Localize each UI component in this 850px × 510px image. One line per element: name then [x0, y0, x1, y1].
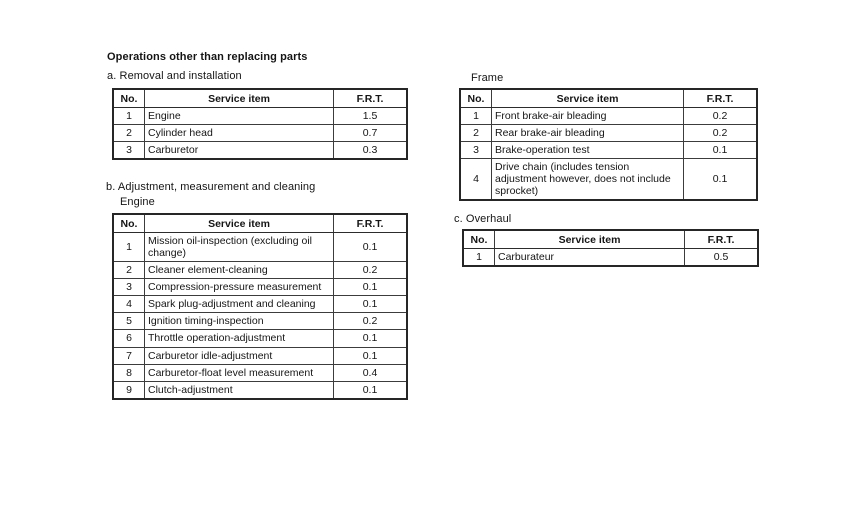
- table-row: [463, 249, 758, 267]
- row-number-cell: 2: [460, 125, 492, 142]
- column-header-no: No.: [460, 89, 492, 108]
- service-item-cell: Front brake-air bleading: [492, 108, 684, 125]
- column-header-frt: F.R.T.: [334, 214, 408, 233]
- section-c-heading: c. Overhaul: [454, 213, 512, 225]
- table-row: [113, 347, 407, 364]
- table-body: [113, 108, 407, 160]
- service-item-cell: Engine: [145, 108, 334, 125]
- row-number-cell: 3: [113, 142, 145, 160]
- table-row: [460, 159, 757, 201]
- table-body: [113, 233, 407, 399]
- frt-value-cell: 0.1: [334, 347, 408, 364]
- column-header-no: No.: [113, 214, 145, 233]
- row-number-cell: 8: [113, 364, 145, 381]
- frt-value-cell: 0.5: [685, 249, 759, 267]
- service-item-cell: Cylinder head: [145, 125, 334, 142]
- service-item-cell: Clutch-adjustment: [145, 381, 334, 399]
- frt-value-cell: 0.2: [684, 108, 758, 125]
- frame-table: [459, 88, 758, 201]
- service-item-cell: Cleaner element-cleaning: [145, 262, 334, 279]
- table-row: [460, 142, 757, 159]
- table-body: [463, 249, 758, 267]
- table-row: [113, 381, 407, 399]
- row-number-cell: 3: [113, 279, 145, 296]
- table-row: [460, 125, 757, 142]
- row-number-cell: 4: [460, 159, 492, 201]
- table-row: [113, 313, 407, 330]
- header-row: [113, 214, 407, 233]
- table-header: [460, 89, 757, 108]
- column-header-no: No.: [113, 89, 145, 108]
- frt-value-cell: 0.1: [684, 142, 758, 159]
- row-number-cell: 1: [113, 108, 145, 125]
- service-item-cell: Carburetor: [145, 142, 334, 160]
- row-number-cell: 6: [113, 330, 145, 347]
- column-header-service-item: Service item: [495, 230, 685, 249]
- table-row: [113, 125, 407, 142]
- column-header-frt: F.R.T.: [685, 230, 759, 249]
- service-item-cell: Ignition timing-inspection: [145, 313, 334, 330]
- frt-value-cell: 0.1: [334, 279, 408, 296]
- column-header-service-item: Service item: [145, 89, 334, 108]
- frt-value-cell: 0.1: [684, 159, 758, 201]
- frt-value-cell: 0.1: [334, 296, 408, 313]
- row-number-cell: 5: [113, 313, 145, 330]
- table-header: [463, 230, 758, 249]
- row-number-cell: 7: [113, 347, 145, 364]
- column-header-frt: F.R.T.: [334, 89, 408, 108]
- frt-value-cell: 1.5: [334, 108, 408, 125]
- service-item-cell: Drive chain (includes tension adjustment however, does not include sprocket): [492, 159, 684, 201]
- table-row: [113, 279, 407, 296]
- section-b-heading: b. Adjustment, measurement and cleaning: [106, 181, 316, 193]
- section-b-subheading: Engine: [120, 196, 155, 208]
- overhaul-table: [462, 229, 759, 267]
- row-number-cell: 1: [460, 108, 492, 125]
- frt-value-cell: 0.3: [334, 142, 408, 160]
- column-header-frt: F.R.T.: [684, 89, 758, 108]
- table-row: [113, 142, 407, 160]
- column-header-service-item: Service item: [492, 89, 684, 108]
- row-number-cell: 9: [113, 381, 145, 399]
- removal-installation-table: [112, 88, 408, 160]
- service-item-cell: Carburateur: [495, 249, 685, 267]
- table-body: [460, 108, 757, 201]
- row-number-cell: 1: [463, 249, 495, 267]
- service-item-cell: Rear brake-air bleading: [492, 125, 684, 142]
- frt-value-cell: 0.2: [334, 313, 408, 330]
- frt-value-cell: 0.4: [334, 364, 408, 381]
- frame-heading: Frame: [471, 72, 504, 84]
- row-number-cell: 1: [113, 233, 145, 262]
- frt-value-cell: 0.2: [334, 262, 408, 279]
- header-row: [113, 89, 407, 108]
- adjustment-measurement-cleaning-table: [112, 213, 408, 400]
- row-number-cell: 3: [460, 142, 492, 159]
- table-row: [113, 233, 407, 262]
- table-header: [113, 214, 407, 233]
- service-item-cell: Compression-pressure measurement: [145, 279, 334, 296]
- table-row: [113, 262, 407, 279]
- service-item-cell: Brake-operation test: [492, 142, 684, 159]
- service-item-cell: Mission oil-inspection (excluding oil change): [145, 233, 334, 262]
- table-header: [113, 89, 407, 108]
- column-header-no: No.: [463, 230, 495, 249]
- frt-value-cell: 0.1: [334, 381, 408, 399]
- table-row: [113, 296, 407, 313]
- service-item-cell: Spark plug-adjustment and cleaning: [145, 296, 334, 313]
- header-row: [463, 230, 758, 249]
- row-number-cell: 2: [113, 262, 145, 279]
- frt-value-cell: 0.1: [334, 330, 408, 347]
- table-row: [113, 364, 407, 381]
- table-row: [113, 108, 407, 125]
- service-item-cell: Throttle operation-adjustment: [145, 330, 334, 347]
- frt-value-cell: 0.7: [334, 125, 408, 142]
- service-item-cell: Carburetor-float level measurement: [145, 364, 334, 381]
- table-row: [460, 108, 757, 125]
- row-number-cell: 2: [113, 125, 145, 142]
- row-number-cell: 4: [113, 296, 145, 313]
- header-row: [460, 89, 757, 108]
- frt-value-cell: 0.1: [334, 233, 408, 262]
- table-row: [113, 330, 407, 347]
- frt-value-cell: 0.2: [684, 125, 758, 142]
- column-header-service-item: Service item: [145, 214, 334, 233]
- service-item-cell: Carburetor idle-adjustment: [145, 347, 334, 364]
- page-title: Operations other than replacing parts: [107, 51, 308, 63]
- section-a-heading: a. Removal and installation: [107, 70, 242, 82]
